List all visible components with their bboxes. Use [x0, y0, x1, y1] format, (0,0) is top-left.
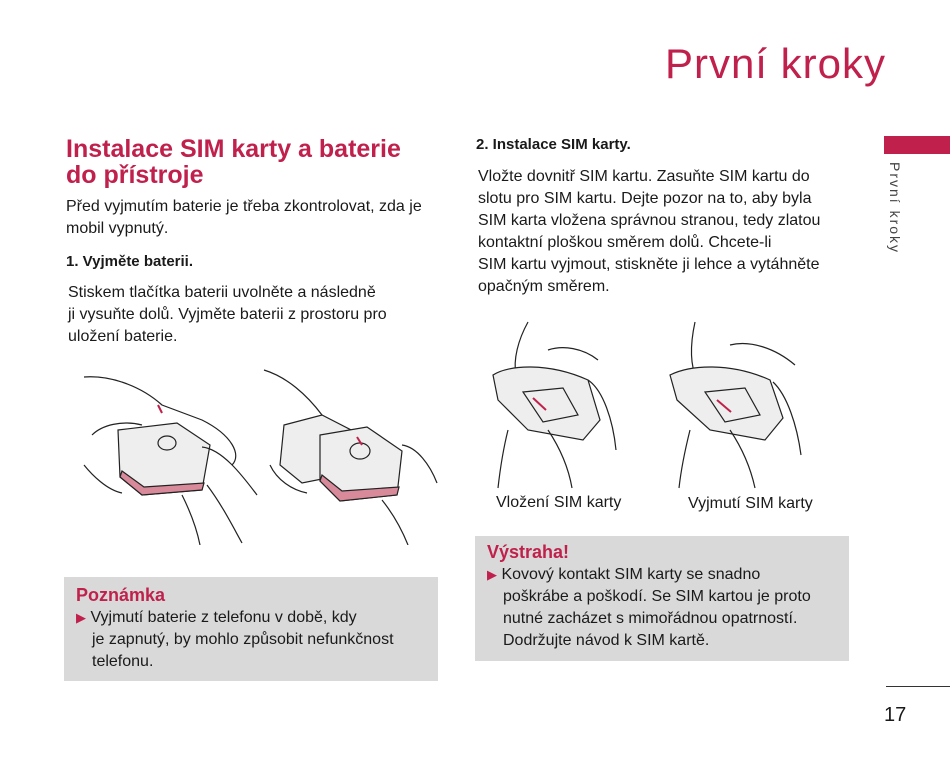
note-box [64, 577, 438, 681]
warning-line-1: Kovový kontakt SIM karty se snadno [501, 566, 761, 583]
intro-paragraph [66, 196, 456, 240]
chapter-title: První kroky [664, 40, 886, 87]
step2-line-1: Vložte dovnitř SIM kartu. Zasuňte SIM kartu do [478, 168, 810, 185]
section-heading [66, 136, 446, 188]
warning-line-2: poškrábe a poškodí. Se SIM kartou je proto [503, 588, 811, 605]
step1-line-1: Stiskem tlačítka baterii uvolněte a následně [68, 284, 376, 301]
page-number: 17 [884, 704, 907, 726]
section-heading-line-1: Instalace SIM karty a baterie [66, 135, 401, 163]
footer-rule [886, 686, 950, 687]
step1-line-3: uložení baterie. [68, 328, 178, 345]
note-line-3: telefonu. [92, 653, 154, 670]
warning-title: Výstraha! [487, 542, 570, 562]
intro-line-1: Před vyjmutím baterie je třeba zkontrolovat, zda je [66, 198, 422, 215]
battery-removal-illustration-2 [262, 365, 440, 545]
side-chapter-label-text: První kroky [887, 162, 903, 255]
bullet-icon: ▶ [76, 610, 86, 625]
caption-sim-insert: Vložení SIM karty [496, 494, 622, 511]
note-title: Poznámka [76, 585, 166, 605]
step1-heading: 1. Vyjměte baterii. [66, 253, 194, 270]
step1-paragraph [68, 282, 448, 348]
section-heading-line-2: do přístroje [66, 161, 204, 189]
step2-line-2: slotu pro SIM kartu. Dejte pozor na to, aby byla [478, 190, 812, 207]
intro-line-2: mobil vypnutý. [66, 220, 169, 237]
step2-line-4: kontaktní ploškou směrem dolů. Chcete-li [478, 234, 772, 251]
step2-line-3: SIM karta vložena správnou stranou, tedy zlatou [478, 212, 821, 229]
battery-removal-illustration-1 [82, 365, 262, 545]
sim-remove-illustration [665, 320, 805, 490]
warning-line-4: Dodržujte návod k SIM kartě. [503, 632, 710, 649]
side-tab-bar [884, 136, 950, 154]
bullet-icon: ▶ [487, 567, 497, 582]
note-line-1: Vyjmutí baterie z telefonu v době, kdy [90, 609, 357, 626]
sim-insert-illustration [488, 320, 618, 490]
step2-heading: 2. Instalace SIM karty. [476, 136, 631, 153]
warning-body [487, 564, 847, 652]
step1-line-2: ji vysuňte dolů. Vyjměte baterii z prostoru pro [68, 306, 387, 323]
step2-paragraph [478, 166, 858, 298]
side-chapter-label [873, 162, 913, 262]
step2-line-5: SIM kartu vyjmout, stiskněte ji lehce a vytáhněte [478, 256, 820, 273]
note-body [76, 607, 436, 673]
warning-line-3: nutné zacházet s mimořádnou opatrností. [503, 610, 798, 627]
warning-box [475, 536, 849, 661]
step2-line-6: opačným směrem. [478, 278, 610, 295]
caption-sim-remove: Vyjmutí SIM karty [688, 495, 813, 512]
note-line-2: je zapnutý, by mohlo způsobit nefunkčnost [92, 631, 394, 648]
